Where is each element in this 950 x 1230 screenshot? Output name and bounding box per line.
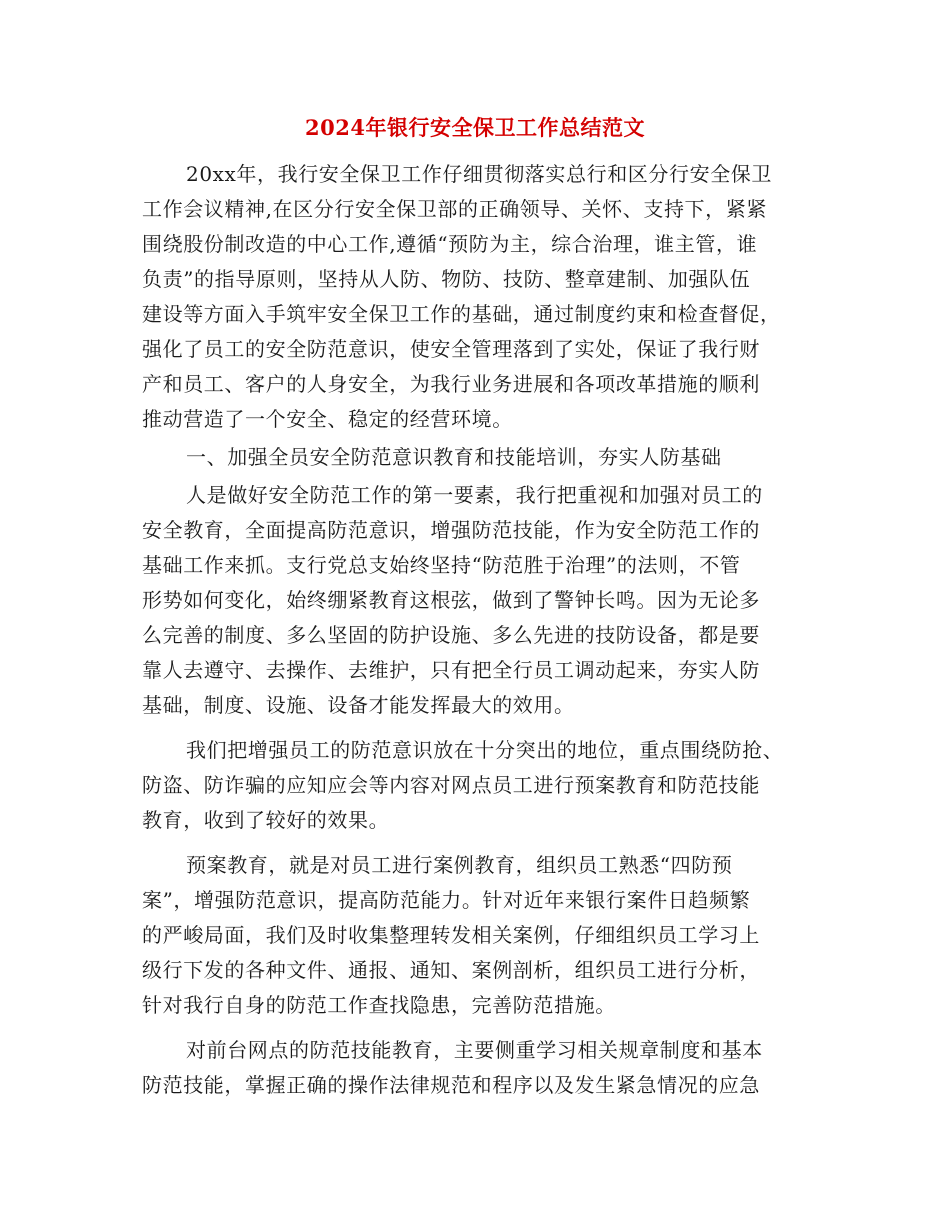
paragraph-line: 级行下发的各种文件、通报、通知、案例剖析，组织员工进行分析， [142,958,760,982]
paragraph-line: 的严峻局面，我们及时收集整理转发相关案例，仔细组织员工学习上 [142,923,760,947]
document-title: 2024年银行安全保卫工作总结范文 [305,115,645,140]
paragraph-line: 建设等方面入手筑牢安全保卫工作的基础，通过制度约束和检查督促， [142,302,781,326]
paragraph-line: 防范技能，掌握正确的操作法律规范和程序以及发生紧急情况的应急 [142,1073,760,1097]
paragraph-line: 围绕股份制改造的中心工作,遵循“预防为主，综合治理，谁主管，谁 [142,232,758,256]
section-heading: 一、加强全员安全防范意识教育和技能培训，夯实人防基础 [186,445,722,469]
paragraph-line: 人是做好安全防范工作的第一要素，我行把重视和加强对员工的 [186,483,763,507]
paragraph-line: 对前台网点的防范技能教育，主要侧重学习相关规章制度和基本 [186,1038,763,1062]
paragraph-line: 工作会议精神,在区分行安全保卫部的正确领导、关怀、支持下，紧紧 [142,197,767,221]
paragraph-line: 强化了员工的安全防范意识，使安全管理落到了实处，保证了我行财 [142,337,760,361]
paragraph-line: 针对我行自身的防范工作查找隐患，完善防范措施。 [142,993,616,1017]
paragraph-line: 安全教育，全面提高防范意识，增强防范技能，作为安全防范工作的 [142,518,760,542]
paragraph-line: 案”，增强防范意识，提高防范能力。针对近年来银行案件日趋频繁 [142,888,751,912]
paragraph-line: 负责”的指导原则，坚持从人防、物防、技防、整章建制、加强队伍 [142,267,751,291]
paragraph-line: 防盗、防诈骗的应知应会等内容对网点员工进行预案教育和防范技能 [142,773,760,797]
paragraph-line: 产和员工、客户的人身安全，为我行业务进展和各项改革措施的顺利 [142,372,760,396]
paragraph-line: 20xx年，我行安全保卫工作仔细贯彻落实总行和区分行安全保卫 [186,162,773,186]
paragraph-line: 形势如何变化，始终绷紧教育这根弦，做到了警钟长鸣。因为无论多 [142,588,760,612]
paragraph-line: 预案教育，就是对员工进行案例教育，组织员工熟悉“四防预 [186,853,733,877]
paragraph-line: 推动营造了一个安全、稳定的经营环境。 [142,407,513,431]
paragraph-line: 我们把增强员工的防范意识放在十分突出的地位，重点围绕防抢、 [186,738,784,762]
paragraph-line: 基础工作来抓。支行党总支始终坚持“防范胜于治理”的法则，不管 [142,553,741,577]
paragraph-line: 么完善的制度、多么坚固的防护设施、多么先进的技防设备，都是要 [142,623,760,647]
paragraph-line: 基础，制度、设施、设备才能发挥最大的效用。 [142,693,575,717]
paragraph-line: 靠人去遵守、去操作、去维护，只有把全行员工调动起来，夯实人防 [142,658,760,682]
paragraph-line: 教育，收到了较好的效果。 [142,808,390,832]
